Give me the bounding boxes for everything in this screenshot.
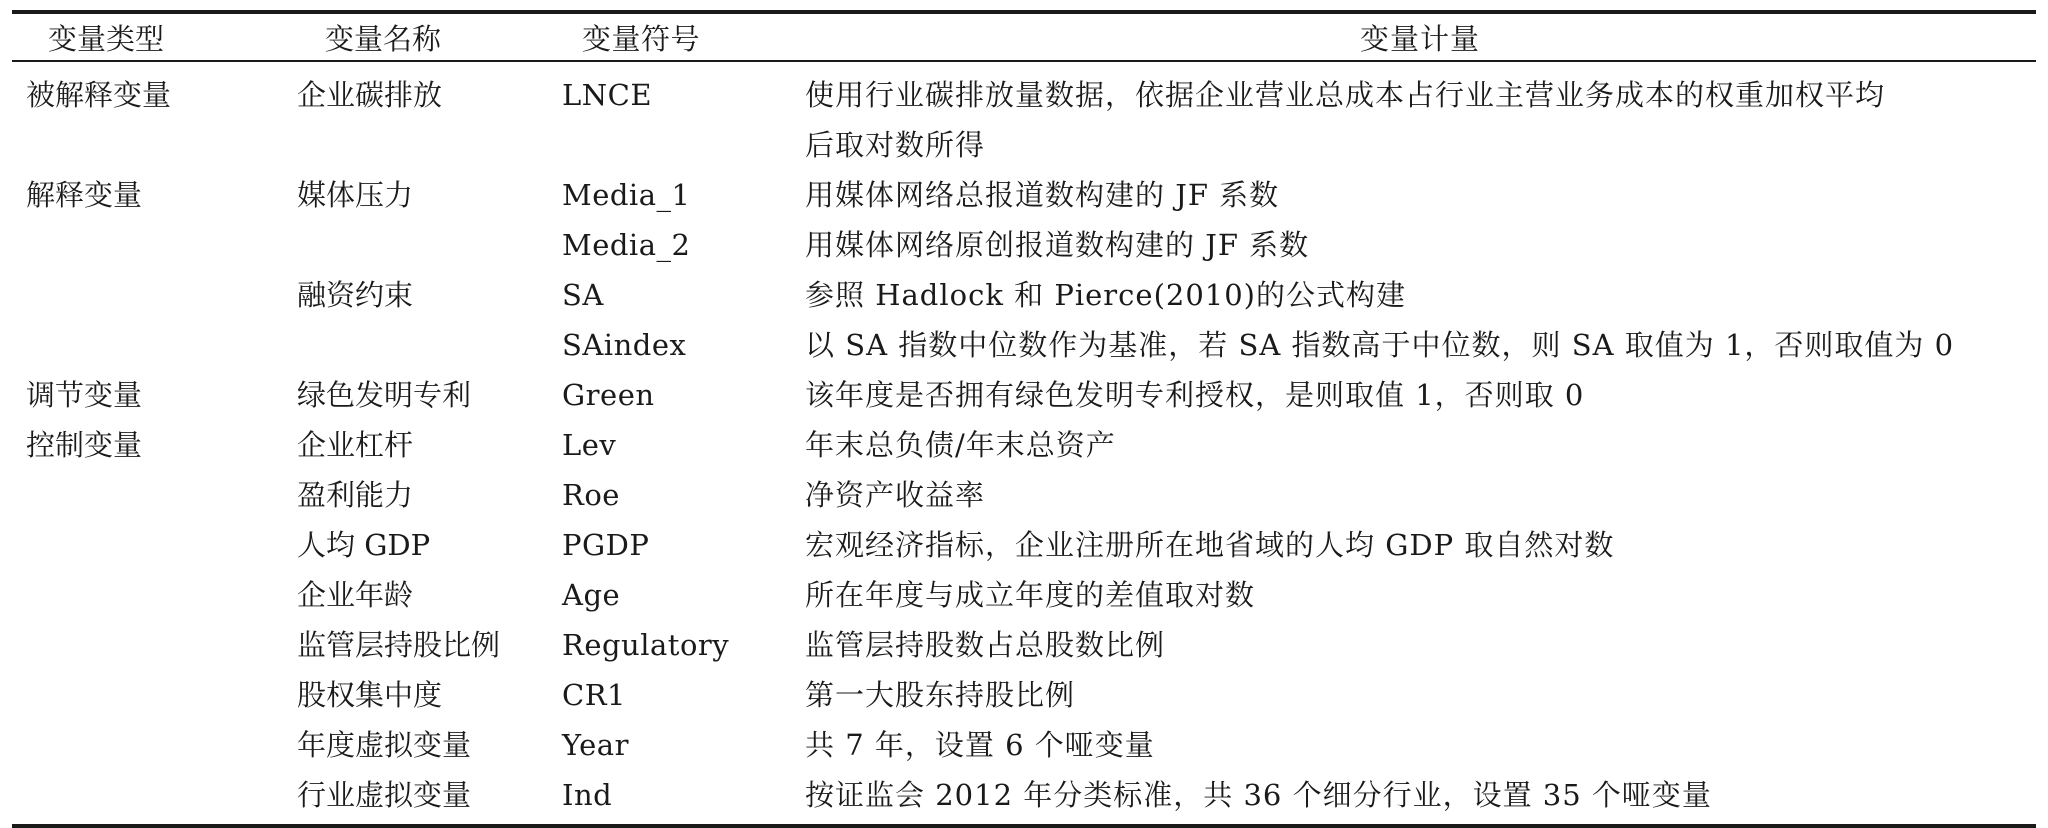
cell-variable-type: 被解释变量 bbox=[26, 78, 172, 112]
header-type: 变量类型 bbox=[48, 21, 165, 56]
cell-variable-measure bbox=[805, 520, 2036, 570]
table-row bbox=[12, 270, 2036, 320]
measure-line: 年末总负债/年末总资产 bbox=[805, 428, 1116, 462]
measure-line: 以 SA 指数中位数作为基准，若 SA 指数高于中位数，则 SA 取值为 1，否则取值为 0 bbox=[805, 328, 1955, 362]
cell-variable-name: 绿色发明专利 bbox=[297, 378, 472, 412]
measure-line: 用媒体网络原创报道数构建的 JF 系数 bbox=[805, 228, 1310, 262]
cell-variable-symbol: Ind bbox=[562, 778, 613, 812]
cell-variable-name: 盈利能力 bbox=[297, 478, 414, 512]
measure-line: 用媒体网络总报道数构建的 JF 系数 bbox=[805, 178, 1280, 212]
cell-variable-measure bbox=[805, 370, 2036, 420]
measure-line: 监管层持股数占总股数比例 bbox=[805, 628, 1166, 662]
table-row bbox=[12, 470, 2036, 520]
measure-line: 参照 Hadlock 和 Pierce(2010)的公式构建 bbox=[805, 278, 1406, 312]
table-row bbox=[12, 420, 2036, 470]
cell-variable-name: 媒体压力 bbox=[297, 178, 414, 212]
cell-variable-name: 人均 GDP bbox=[297, 528, 431, 562]
cell-variable-measure bbox=[805, 220, 2036, 270]
measure-line: 第一大股东持股比例 bbox=[805, 678, 1076, 712]
cell-variable-measure bbox=[805, 170, 2036, 220]
cell-variable-measure bbox=[805, 320, 2036, 370]
cell-variable-name: 融资约束 bbox=[297, 278, 414, 312]
cell-variable-symbol: SAindex bbox=[562, 328, 687, 362]
cell-variable-symbol: LNCE bbox=[562, 78, 652, 112]
measure-line: 后取对数所得 bbox=[805, 128, 986, 162]
cell-variable-symbol: SA bbox=[562, 278, 604, 312]
cell-variable-measure bbox=[805, 470, 2036, 520]
cell-variable-measure bbox=[805, 770, 2036, 820]
table-header bbox=[12, 14, 2036, 60]
cell-variable-type: 控制变量 bbox=[26, 428, 143, 462]
measure-line: 共 7 年，设置 6 个哑变量 bbox=[805, 728, 1155, 762]
cell-variable-measure bbox=[805, 570, 2036, 620]
header-name: 变量名称 bbox=[325, 21, 442, 56]
cell-variable-measure bbox=[805, 620, 2036, 670]
measure-line: 净资产收益率 bbox=[805, 478, 986, 512]
cell-variable-symbol: CR1 bbox=[562, 678, 626, 712]
cell-variable-name: 年度虚拟变量 bbox=[297, 728, 472, 762]
cell-variable-name: 股权集中度 bbox=[297, 678, 443, 712]
measure-line: 使用行业碳排放量数据，依据企业营业总成本占行业主营业务成本的权重加权平均 bbox=[805, 78, 1886, 112]
cell-variable-measure bbox=[805, 420, 2036, 470]
measure-line: 该年度是否拥有绿色发明专利授权，是则取值 1，否则取 0 bbox=[805, 378, 1585, 412]
measure-line: 宏观经济指标，企业注册所在地省域的人均 GDP 取自然对数 bbox=[805, 528, 1615, 562]
cell-variable-symbol: Roe bbox=[562, 478, 620, 512]
table-row bbox=[12, 370, 2036, 420]
cell-variable-name: 行业虚拟变量 bbox=[297, 778, 472, 812]
measure-line: 按证监会 2012 年分类标准，共 36 个细分行业，设置 35 个哑变量 bbox=[805, 778, 1712, 812]
table-row bbox=[12, 670, 2036, 720]
cell-variable-symbol: Media_2 bbox=[562, 228, 691, 262]
cell-variable-symbol: Media_1 bbox=[562, 178, 691, 212]
cell-variable-symbol: Age bbox=[562, 578, 621, 612]
table-row bbox=[12, 770, 2036, 820]
cell-variable-symbol: Regulatory bbox=[562, 628, 730, 662]
cell-variable-name: 监管层持股比例 bbox=[297, 628, 501, 662]
variable-table bbox=[12, 10, 2036, 828]
cell-variable-symbol: PGDP bbox=[562, 528, 650, 562]
table-row bbox=[12, 170, 2036, 220]
cell-variable-measure bbox=[805, 270, 2036, 320]
table-row bbox=[12, 320, 2036, 370]
cell-variable-symbol: Lev bbox=[562, 428, 617, 462]
cell-variable-name: 企业碳排放 bbox=[297, 78, 443, 112]
table-row bbox=[12, 70, 2036, 170]
measure-line: 所在年度与成立年度的差值取对数 bbox=[805, 578, 1256, 612]
cell-variable-symbol: Year bbox=[562, 728, 629, 762]
cell-variable-name: 企业杠杆 bbox=[297, 428, 414, 462]
cell-variable-symbol: Green bbox=[562, 378, 655, 412]
table-row bbox=[12, 220, 2036, 270]
bottom-rule bbox=[12, 824, 2036, 828]
table-row bbox=[12, 620, 2036, 670]
cell-variable-type: 调节变量 bbox=[26, 378, 143, 412]
cell-variable-name: 企业年龄 bbox=[297, 578, 414, 612]
header-symbol: 变量符号 bbox=[582, 21, 701, 56]
cell-variable-type: 解释变量 bbox=[26, 178, 143, 212]
table-body bbox=[12, 62, 2036, 824]
table-row bbox=[12, 720, 2036, 770]
cell-variable-measure bbox=[805, 70, 2036, 170]
header-measure: 变量计量 bbox=[1360, 21, 1481, 56]
cell-variable-measure bbox=[805, 670, 2036, 720]
table-row bbox=[12, 570, 2036, 620]
cell-variable-measure bbox=[805, 720, 2036, 770]
table-row bbox=[12, 520, 2036, 570]
